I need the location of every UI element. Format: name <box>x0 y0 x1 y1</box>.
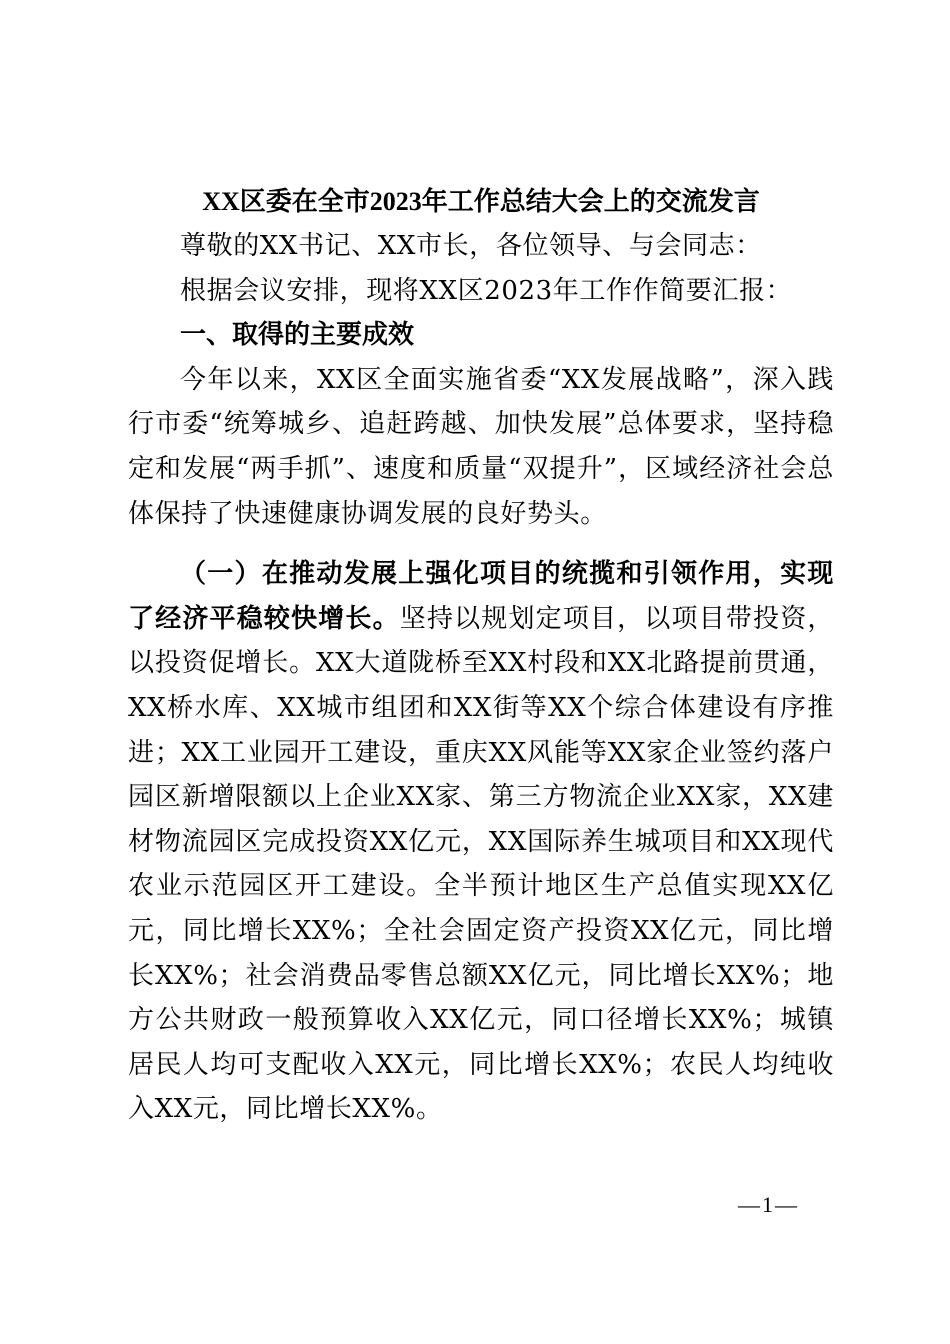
section-heading: 一、取得的主要成效 <box>180 320 415 351</box>
document-body <box>128 180 834 1132</box>
salutation: 尊敬的XX书记、XX市长，各位领导、与会同志： <box>180 231 762 261</box>
subsection-paragraph <box>128 552 834 1132</box>
intro-paragraph: 根据会议安排，现将XX区2023年工作作简要汇报： <box>180 275 793 306</box>
subsection-body: 坚持以规划定项目，以项目带投资，以投资促增长。XX大道陇桥至XX村段和XX北路提前贯通，XX桥水库、XX城市组团和XX街等XX个综合体建设有序推进；XX工业园开工建设，重庆XX风能等XX家企业签约落户园区新增限额以上企业XX家、第三方物流企业XX家，XX建材物流园区完成投资XX亿元，XX国际养生城项目和XX现代农业示范园区开工建设。全半预计地区生产总值实现XX亿元，同比增长XX%；全社会固定资产投资XX亿元，同比增长XX%；社会消费品零售总额XX亿元，同比增长XX%；地方公共财政一般预算收入XX亿元，同口径增长XX%；城镇居民人均可支配收入XX元，同比增长XX%；农民人均纯收入XX元，同比增长XX%。 <box>128 603 834 1125</box>
document-title: XX区委在全市2023年工作总结大会上的交流发言 <box>202 187 760 216</box>
subsection-heading: （一）在推动发展上强化项目的统揽和引领作用，实现了经济平稳较快增长。 <box>128 559 834 634</box>
page-number: —1— <box>738 1192 799 1217</box>
paragraph-spacer <box>128 536 834 552</box>
section-paragraph: 今年以来，XX区全面实施省委“XX发展战略”，深入践行市委“统筹城乡、追赶跨越、加快发展”总体要求，坚持稳定和发展“两手抓”、速度和质量“双提升”，区域经济社会总体保持了快速健康协调发展的良好势头。 <box>128 364 834 529</box>
